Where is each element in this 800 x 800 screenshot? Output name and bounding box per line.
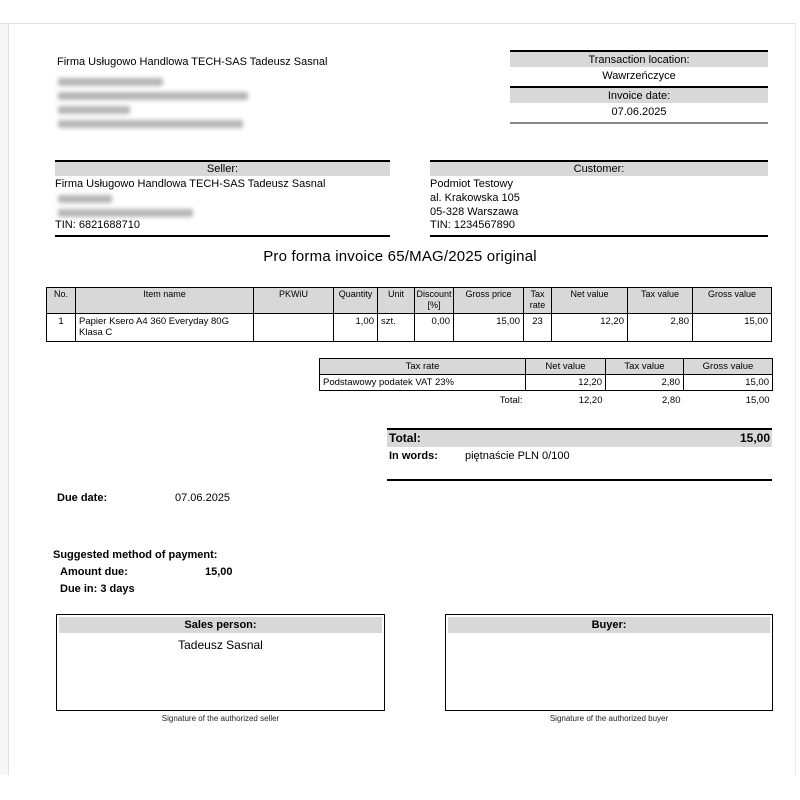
item-no: 1	[47, 314, 76, 342]
buyer-signature-box	[445, 614, 773, 711]
tax-rate-name: Podstawowy podatek VAT 23%	[320, 375, 526, 391]
redacted-line	[58, 78, 163, 86]
page-edge-left	[8, 23, 9, 775]
document-title: Pro forma invoice 65/MAG/2025 original	[263, 248, 537, 265]
seller-block	[55, 160, 390, 237]
tax-total-tax: 2,80	[662, 395, 681, 406]
items-table	[46, 287, 772, 342]
customer-address-line2: 05-328 Warszawa	[430, 205, 519, 218]
tax-total-row	[320, 391, 773, 409]
item-quantity: 1,00	[334, 314, 378, 342]
grand-total-label: Total:	[389, 431, 421, 445]
tax-rate-tax: 2,80	[606, 375, 684, 391]
items-table-header-row	[47, 288, 772, 314]
due-date-label: Due date:	[57, 492, 108, 504]
col-header-tax-rate: Tax rate	[524, 288, 552, 314]
item-discount: 0,00	[415, 314, 454, 342]
redacted-line	[58, 195, 112, 203]
redacted-line	[58, 92, 248, 100]
item-gross-value: 15,00	[693, 314, 772, 342]
page-edge-right	[795, 23, 796, 775]
redacted-line	[58, 120, 243, 128]
issuer-company-name: Firma Usługowo Handlowa TECH-SAS Tadeusz Sasnal	[57, 56, 328, 68]
tax-col-header-net: Net value	[526, 359, 606, 375]
sales-person-label: Sales person:	[59, 617, 382, 633]
customer-name: Podmiot Testowy	[430, 178, 513, 190]
item-name: Papier Ksero A4 360 Everyday 80G Klasa C	[76, 314, 254, 342]
invoice-meta-box	[510, 50, 768, 124]
transaction-location-value: Wawrzeńczyce	[510, 67, 768, 86]
due-date-value: 07.06.2025	[175, 492, 231, 504]
tax-rate-row	[320, 375, 773, 391]
col-header-tax-value: Tax value	[628, 288, 693, 314]
in-words-label: In words:	[389, 450, 438, 462]
grand-total-box	[387, 428, 772, 481]
tax-table-header-row	[320, 359, 773, 375]
seller-tin: TIN: 6821688710	[55, 219, 141, 232]
item-gross-price: 15,00	[454, 314, 524, 342]
tax-rate-net: 12,20	[526, 375, 606, 391]
col-header-item-name: Item name	[76, 288, 254, 314]
item-unit: szt.	[378, 314, 415, 342]
page-edge-top	[0, 23, 796, 24]
amount-due-value: 15,00	[205, 566, 233, 578]
tax-total-net: 12,20	[578, 395, 603, 406]
page-margin-left	[0, 24, 8, 775]
item-pkwiu	[254, 314, 334, 342]
col-header-unit: Unit	[378, 288, 415, 314]
tax-summary-table	[319, 358, 773, 408]
item-tax-value: 2,80	[628, 314, 693, 342]
tax-total-gross: 15,00	[745, 395, 770, 406]
totals-divider	[387, 479, 772, 481]
customer-block	[430, 160, 768, 237]
customer-tin: TIN: 1234567890	[430, 219, 516, 232]
seller-label: Seller:	[55, 160, 390, 176]
col-header-no: No.	[47, 288, 76, 314]
in-words-value: piętnaście PLN 0/100	[465, 450, 570, 462]
grand-total-value: 15,00	[739, 431, 770, 445]
col-header-gross-price: Gross price	[454, 288, 524, 314]
tax-col-header-gross: Gross value	[684, 359, 773, 375]
tax-col-header-tax: Tax value	[606, 359, 684, 375]
item-row	[47, 314, 772, 342]
invoice-date-label: Invoice date:	[510, 86, 768, 103]
transaction-location-label: Transaction location:	[510, 50, 768, 67]
amount-due-label: Amount due:	[60, 566, 128, 578]
redacted-line	[58, 106, 130, 114]
seller-name: Firma Usługowo Handlowa TECH-SAS Tadeusz Sasnal	[55, 178, 326, 190]
invoice-date-value: 07.06.2025	[510, 103, 768, 122]
col-header-quantity: Quantity	[334, 288, 378, 314]
tax-col-header-rate: Tax rate	[320, 359, 526, 375]
customer-address-line1: al. Krakowska 105	[430, 191, 520, 204]
tax-total-label: Total:	[499, 395, 523, 406]
buyer-label: Buyer:	[448, 617, 770, 633]
seller-signature-box	[56, 614, 385, 711]
suggested-payment-label: Suggested method of payment:	[53, 549, 218, 561]
redacted-line	[58, 209, 193, 217]
customer-label: Customer:	[430, 160, 768, 176]
due-in-text: Due in: 3 days	[60, 583, 135, 595]
sales-person-name: Tadeusz Sasnal	[178, 638, 263, 652]
col-header-discount: Discount [%]	[415, 288, 454, 314]
item-tax-rate: 23	[524, 314, 552, 342]
seller-signature-caption: Signature of the authorized seller	[161, 714, 280, 723]
buyer-signature-caption: Signature of the authorized buyer	[549, 714, 669, 723]
tax-rate-gross: 15,00	[684, 375, 773, 391]
col-header-pkwiu: PKWiU	[254, 288, 334, 314]
col-header-gross-value: Gross value	[693, 288, 772, 314]
col-header-net-value: Net value	[552, 288, 628, 314]
item-net-value: 12,20	[552, 314, 628, 342]
